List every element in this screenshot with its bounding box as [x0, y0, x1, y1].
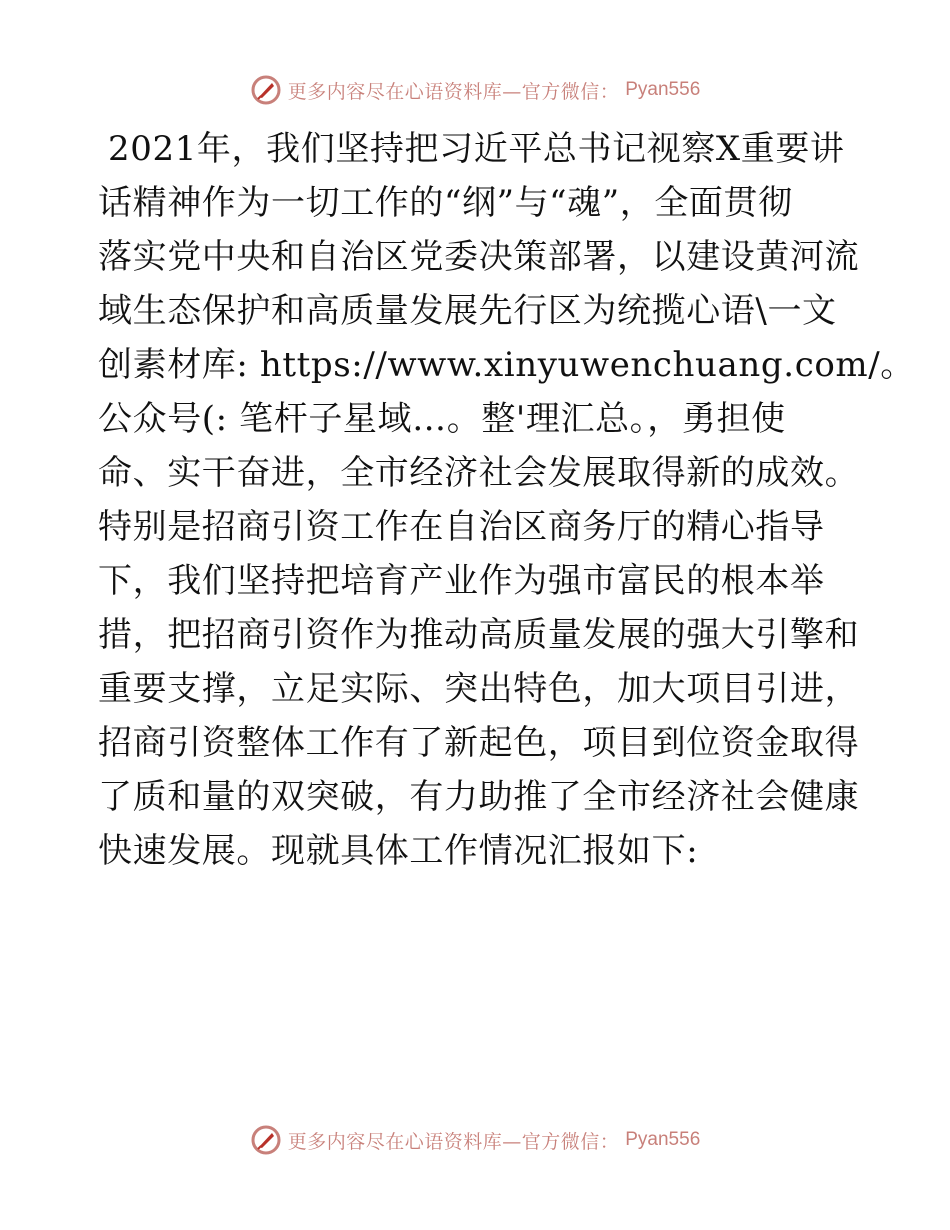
text-line: 招商引资整体工作有了新起色，项目到位资金取得	[98, 723, 860, 763]
watermark-wechat-id: Pyan556	[625, 1129, 701, 1150]
watermark-wechat-id: Pyan556	[625, 79, 701, 100]
watermark-group	[250, 1124, 701, 1156]
text-line: 话精神作为一切工作的“纲”与“魂”，全面贯彻	[98, 183, 793, 223]
watermark-text: 更多内容尽在心语资料库—官方微信：	[287, 80, 620, 103]
watermark-text: 更多内容尽在心语资料库—官方微信：	[287, 1130, 620, 1153]
text-line: 下，我们坚持把培育产业作为强市富民的根本举	[98, 561, 825, 601]
text-line: 落实党中央和自治区党委决策部署，以建设黄河流	[98, 237, 860, 277]
text-line: 创素材库: https://www.xinyuwenchuang.com/。	[98, 345, 915, 385]
text-line: 重要支撑，立足实际、突出特色，加大项目引进，	[98, 669, 860, 709]
text-line: 快速发展。现就具体工作情况汇报如下:	[98, 831, 699, 871]
text-line: 特别是招商引资工作在自治区商务厅的精心指导	[98, 507, 825, 547]
header-watermark	[0, 70, 950, 110]
text-line: 措，把招商引资作为推动高质量发展的强大引擎和	[98, 615, 860, 655]
feather-circle-logo-icon	[250, 74, 282, 106]
watermark-group	[250, 74, 701, 106]
footer-watermark	[0, 1120, 950, 1160]
feather-circle-logo-icon	[250, 1124, 282, 1156]
text-line: 了质和量的双突破，有力助推了全市经济社会健康	[98, 777, 860, 817]
text-line: 命、实干奋进，全市经济社会发展取得新的成效。	[98, 453, 860, 493]
document-body	[98, 122, 915, 878]
text-line: 2021年，我们坚持把习近平总书记视察X重要讲	[108, 129, 845, 169]
text-line: 域生态保护和高质量发展先行区为统揽心语\一文	[98, 291, 837, 331]
text-line: 公众号(: 笔杆子星域…。整'理汇总。，勇担使	[98, 399, 786, 439]
